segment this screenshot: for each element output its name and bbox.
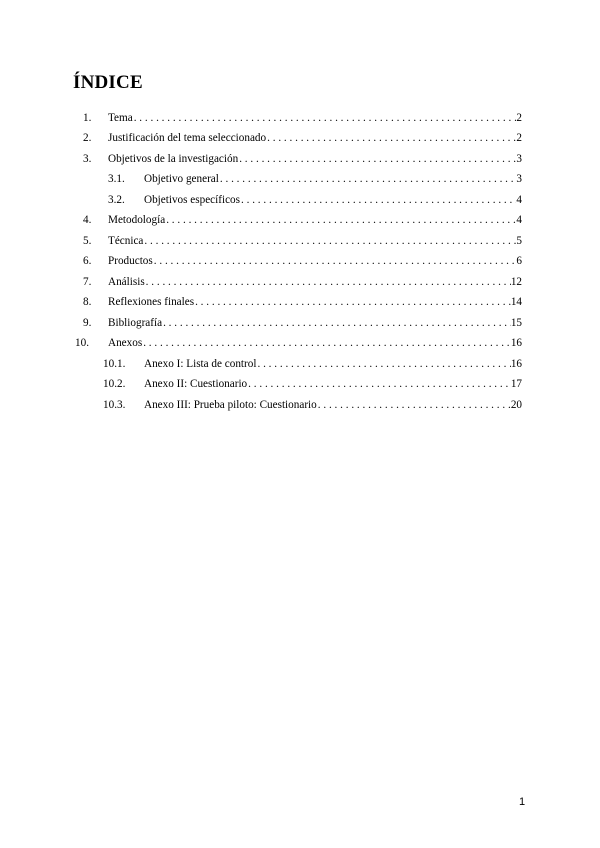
toc-entry-anexo-1[interactable] xyxy=(0,356,600,372)
dot-leader xyxy=(143,335,511,351)
page-title: ÍNDICE xyxy=(73,72,143,93)
dot-leader xyxy=(163,315,511,331)
toc-entry-title: Reflexiones finales xyxy=(108,296,195,308)
toc-entry-tecnica[interactable] xyxy=(0,233,600,249)
toc-entry-justificacion[interactable] xyxy=(0,130,600,146)
dot-leader xyxy=(267,130,516,146)
dot-leader xyxy=(134,110,517,126)
toc-entry-title: Bibliografía xyxy=(108,317,163,329)
toc-entry-title: Anexo I: Lista de control xyxy=(144,358,257,370)
toc-entry-title: Técnica xyxy=(108,235,144,247)
toc-entry-page: 5 xyxy=(516,235,522,247)
toc-entry-bibliografia[interactable] xyxy=(0,315,600,331)
toc-entry-metodologia[interactable] xyxy=(0,212,600,228)
toc-entry-title: Justificación del tema seleccionado xyxy=(108,132,267,144)
toc-entry-reflexiones[interactable] xyxy=(0,294,600,310)
toc-entry-tema[interactable] xyxy=(0,110,600,126)
toc-entry-page: 3 xyxy=(516,153,522,165)
dot-leader xyxy=(248,376,511,392)
toc-entry-page: 16 xyxy=(510,337,522,349)
dot-leader xyxy=(154,253,517,269)
toc-entry-number: 3. xyxy=(83,153,92,165)
toc-entry-title: Anexo II: Cuestionario xyxy=(144,378,248,390)
toc-entry-page: 4 xyxy=(516,214,522,226)
toc-entry-anexo-2[interactable] xyxy=(0,376,600,392)
toc-entry-anexos[interactable] xyxy=(0,335,600,351)
toc-entry-number: 2. xyxy=(83,132,92,144)
toc-entry-title: Objetivos específicos xyxy=(144,194,241,206)
toc-entry-page: 14 xyxy=(510,296,522,308)
toc-entry-title: Objetivos de la investigación xyxy=(108,153,239,165)
toc-entry-page: 20 xyxy=(510,399,522,411)
toc-entry-number: 10. xyxy=(75,337,89,349)
toc-entry-number: 5. xyxy=(83,235,92,247)
toc-entry-title: Productos xyxy=(108,255,153,267)
toc-entry-title: Análisis xyxy=(108,276,145,288)
toc-entry-title: Anexos xyxy=(108,337,143,349)
toc-entry-number: 10.3. xyxy=(103,399,126,411)
toc-entry-page: 12 xyxy=(510,276,522,288)
toc-entry-number: 3.1. xyxy=(108,173,125,185)
toc-entry-anexo-3[interactable] xyxy=(0,397,600,413)
toc-entry-page: 2 xyxy=(516,132,522,144)
toc-entry-objetivos-especificos[interactable] xyxy=(0,192,600,208)
toc-entry-number: 8. xyxy=(83,296,92,308)
dot-leader xyxy=(257,356,510,372)
dot-leader xyxy=(195,294,511,310)
toc-entry-page: 6 xyxy=(516,255,522,267)
toc-entry-number: 9. xyxy=(83,317,92,329)
toc-entry-analisis[interactable] xyxy=(0,274,600,290)
toc-entry-number: 7. xyxy=(83,276,92,288)
toc-entry-page: 17 xyxy=(510,378,522,390)
toc-entry-title: Tema xyxy=(108,112,133,124)
toc-entry-number: 10.2. xyxy=(103,378,126,390)
toc-entry-page: 16 xyxy=(510,358,522,370)
dot-leader xyxy=(241,192,516,208)
toc-entry-page: 2 xyxy=(516,112,522,124)
toc-entry-objetivos[interactable] xyxy=(0,151,600,167)
toc-entry-number: 10.1. xyxy=(103,358,126,370)
toc-entry-number: 3.2. xyxy=(108,194,125,206)
dot-leader xyxy=(239,151,516,167)
toc-entry-title: Objetivo general xyxy=(144,173,219,185)
toc-entry-page: 3 xyxy=(516,173,522,185)
toc-entry-title: Anexo III: Prueba piloto: Cuestionario xyxy=(144,399,317,411)
toc-entry-number: 4. xyxy=(83,214,92,226)
dot-leader xyxy=(146,274,511,290)
page-number: 1 xyxy=(519,796,526,808)
dot-leader xyxy=(220,171,517,187)
dot-leader xyxy=(318,397,511,413)
toc-entry-page: 4 xyxy=(516,194,522,206)
toc-entry-title: Metodología xyxy=(108,214,166,226)
toc-entry-number: 1. xyxy=(83,112,92,124)
toc-entry-objetivo-general[interactable] xyxy=(0,171,600,187)
dot-leader xyxy=(144,233,516,249)
toc-entry-productos[interactable] xyxy=(0,253,600,269)
toc-entry-page: 15 xyxy=(510,317,522,329)
dot-leader xyxy=(166,212,516,228)
toc-entry-number: 6. xyxy=(83,255,92,267)
